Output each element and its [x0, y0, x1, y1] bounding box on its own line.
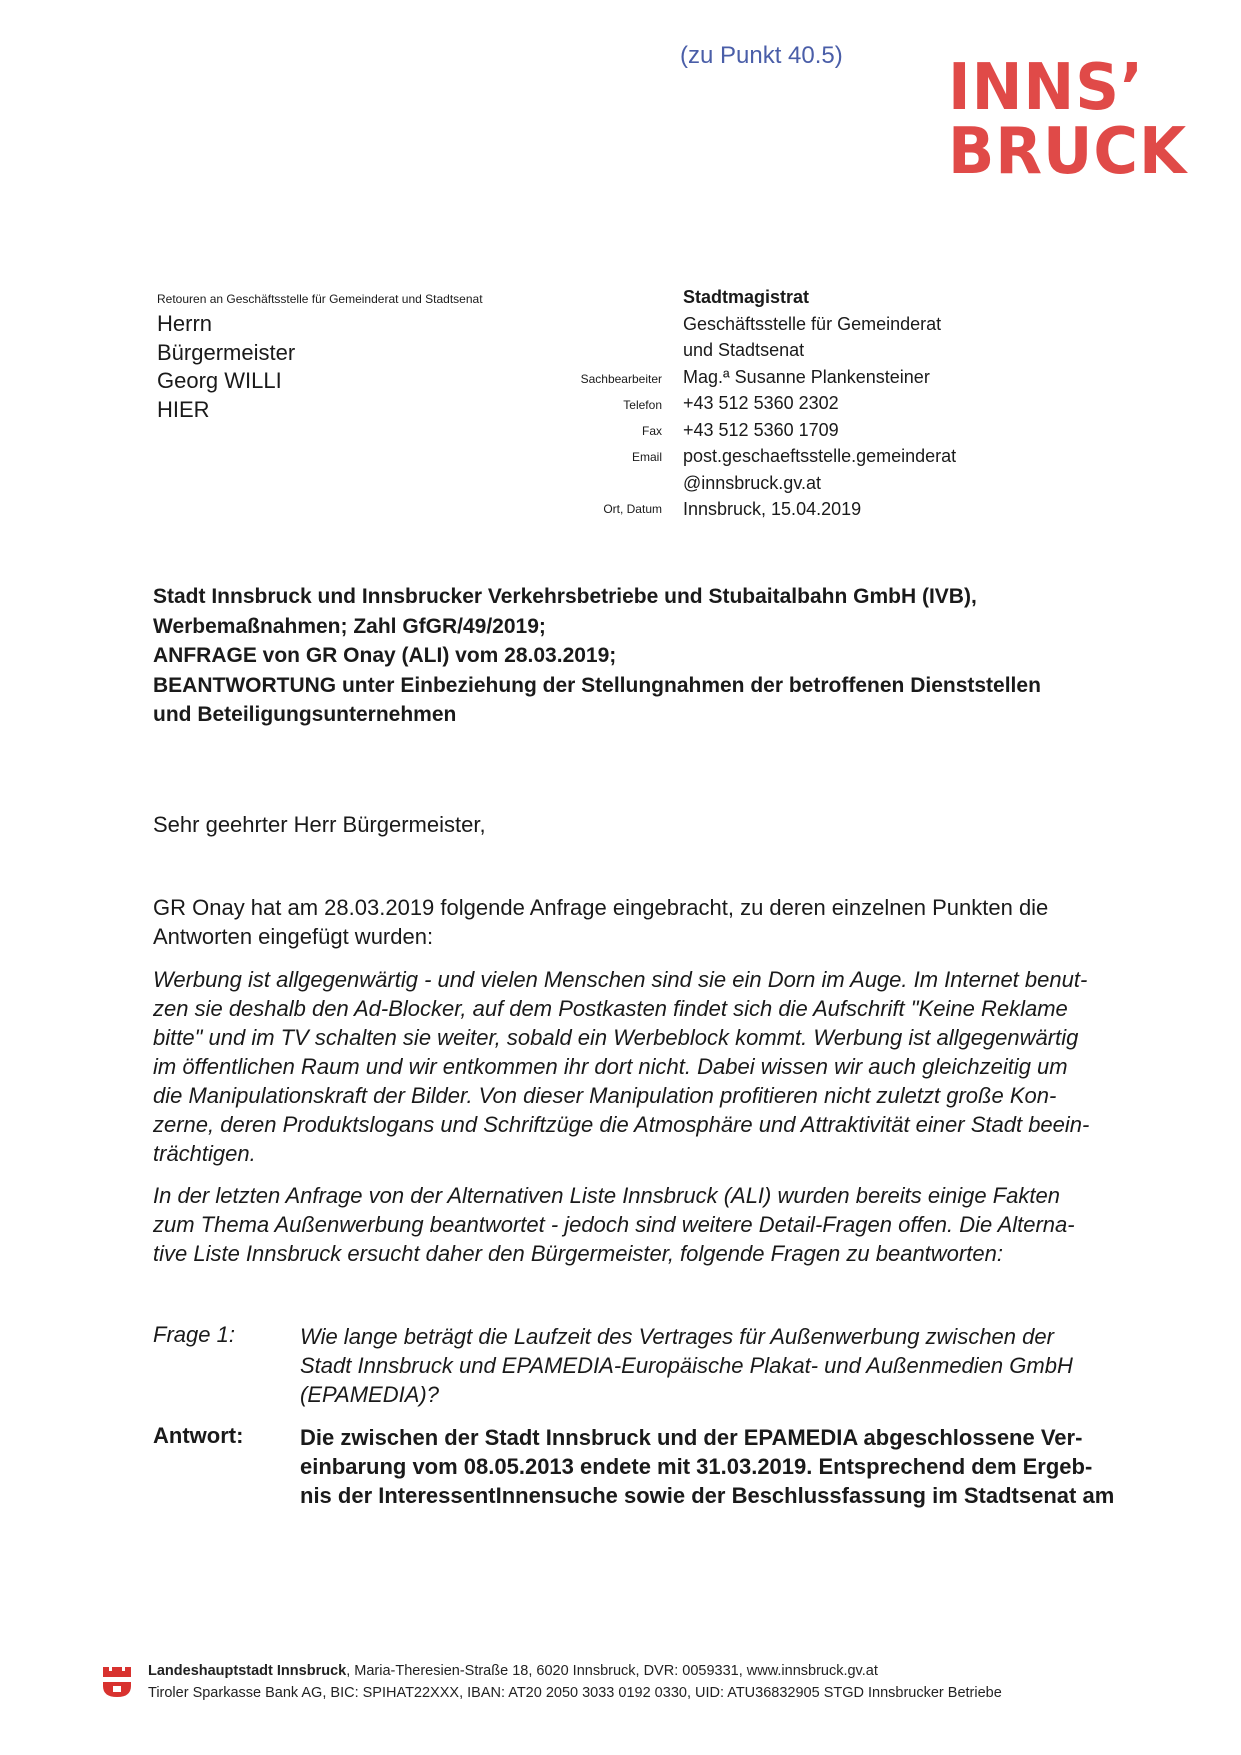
innsbruck-logo	[948, 51, 1188, 189]
answer-1-text	[300, 1423, 1132, 1510]
quote-paragraph-2	[153, 1181, 1131, 1268]
sender-date: Innsbruck, 15.04.2019	[683, 499, 862, 519]
phone-label: Telefon	[623, 398, 662, 412]
email-label: Email	[631, 450, 662, 464]
recipient-line: Herrn	[157, 311, 213, 336]
sender-department: und Stadtsenat	[683, 340, 805, 360]
question-1-label: Frage 1:	[153, 1322, 235, 1347]
quote-line: die Manipulationskraft der Bilder. Von dieser Manipulation profitieren nicht zuletzt große Kon-	[153, 1083, 1057, 1108]
clerk-label: Sachbearbeiter	[580, 372, 662, 386]
sender-clerk: Mag.ª Susanne Plankensteiner	[683, 366, 930, 387]
quote-line: zen sie deshalb den Ad-Blocker, auf dem Postkasten findet sich die Aufschrift "Keine Reklame	[153, 996, 1068, 1021]
sender-email: @innsbruck.gv.at	[683, 472, 821, 493]
answer-line: einbarung vom 08.05.2013 endete mit 31.03.2019. Entsprechend dem Ergeb-	[300, 1454, 1093, 1479]
recipient-line: Bürgermeister	[157, 339, 296, 365]
question-line: Stadt Innsbruck und EPAMEDIA-Europäische Plakat- und Außenmedien GmbH	[300, 1353, 1073, 1378]
quote-line: im öffentlichen Raum und wir entkommen ihr dort nicht. Dabei wissen wir auch gleichzeitig um	[153, 1054, 1068, 1079]
subject-line: und Beteiligungsunternehmen	[153, 703, 457, 726]
quote-line: Werbung ist allgegenwärtig - und vielen Menschen sind sie ein Dorn im Auge. Im Internet benut-	[153, 967, 1088, 992]
recipient-line: Georg WILLI	[157, 368, 282, 393]
intro-paragraph	[153, 893, 1131, 951]
sender-fax: +43 512 5360 1709	[683, 419, 839, 440]
return-address: Retouren an Geschäftsstelle für Gemeinderat und Stadtsenat	[157, 292, 483, 306]
top-reference: (zu Punkt 40.5)	[680, 42, 843, 69]
quote-line: tive Liste Innsbruck ersucht daher den Bürgermeister, folgende Fragen zu beantworten:	[153, 1241, 1003, 1266]
quote-paragraph-1	[153, 965, 1131, 1168]
sender-phone: +43 512 5360 2302	[683, 393, 839, 413]
question-1-text	[300, 1322, 1132, 1409]
quote-line: trächtigen.	[153, 1141, 256, 1166]
recipient-address	[157, 310, 295, 424]
city-emblem-icon	[100, 1663, 134, 1699]
answer-line: nis der InteressentInnensuche sowie der Beschlussfassung im Stadtsenat am	[300, 1483, 1115, 1508]
answer-line: Die zwischen der Stadt Innsbruck und der EPAMEDIA abgeschlossene Ver-	[300, 1425, 1083, 1450]
sender-department: Geschäftsstelle für Gemeinderat	[683, 313, 942, 334]
quote-line: bitte" und im TV schalten sie weiter, sobald ein Werbeblock kommt. Werbung ist allgegenwärtig	[153, 1025, 1079, 1050]
footer-address-line	[148, 1660, 1002, 1682]
question-line: (EPAMEDIA)?	[300, 1382, 439, 1407]
logo-line-2: BRUCK	[948, 115, 1188, 189]
fax-label: Fax	[641, 424, 662, 438]
quote-line: zerne, deren Produktslogans und Schriftzüge die Atmosphäre und Attraktivität einer Stadt beein-	[153, 1112, 1090, 1137]
subject-line: Stadt Innsbruck und Innsbrucker Verkehrsbetriebe und Stubaitalbahn GmbH (IVB),	[153, 585, 977, 608]
subject-line: ANFRAGE von GR Onay (ALI) vom 28.03.2019;	[153, 644, 617, 667]
quote-line: In der letzten Anfrage von der Alternativen Liste Innsbruck (ALI) wurden bereits einige Fakten	[153, 1183, 1060, 1208]
intro-line: GR Onay hat am 28.03.2019 folgende Anfrage eingebracht, zu deren einzelnen Punkten die	[153, 895, 1049, 920]
logo-line-1: INNS’	[948, 51, 1145, 125]
recipient-line: HIER	[157, 396, 210, 422]
subject-heading	[153, 582, 1133, 730]
question-line: Wie lange beträgt die Laufzeit des Vertrages für Außenwerbung zwischen der	[300, 1324, 1054, 1349]
subject-line: Werbemaßnahmen; Zahl GfGR/49/2019;	[153, 614, 546, 638]
answer-1-label: Antwort:	[153, 1423, 244, 1448]
sender-block	[683, 284, 956, 523]
intro-line: Antworten eingefügt wurden:	[153, 924, 434, 949]
quote-line: zum Thema Außenwerbung beantwortet - jedoch sind weitere Detail-Fragen offen. Die Alterna-	[153, 1212, 1075, 1237]
salutation: Sehr geehrter Herr Bürgermeister,	[153, 812, 486, 837]
footer-address: , Maria-Theresien-Straße 18, 6020 Innsbruck, DVR: 0059331, www.innsbruck.gv.at	[346, 1663, 878, 1679]
footer	[148, 1660, 1002, 1704]
subject-line: BEANTWORTUNG unter Einbeziehung der Stellungnahmen der betroffenen Dienststellen	[153, 673, 1041, 697]
sender-email: post.geschaeftsstelle.gemeinderat	[683, 446, 957, 466]
date-label: Ort, Datum	[603, 502, 662, 516]
footer-bank-line: Tiroler Sparkasse Bank AG, BIC: SPIHAT22XXX, IBAN: AT20 2050 3033 0192 0330, UID: ATU36832905 STGD Innsbrucker Betriebe	[148, 1685, 1002, 1701]
footer-org-name: Landeshauptstadt Innsbruck	[148, 1663, 347, 1679]
sender-organization: Stadtmagistrat	[683, 287, 810, 307]
